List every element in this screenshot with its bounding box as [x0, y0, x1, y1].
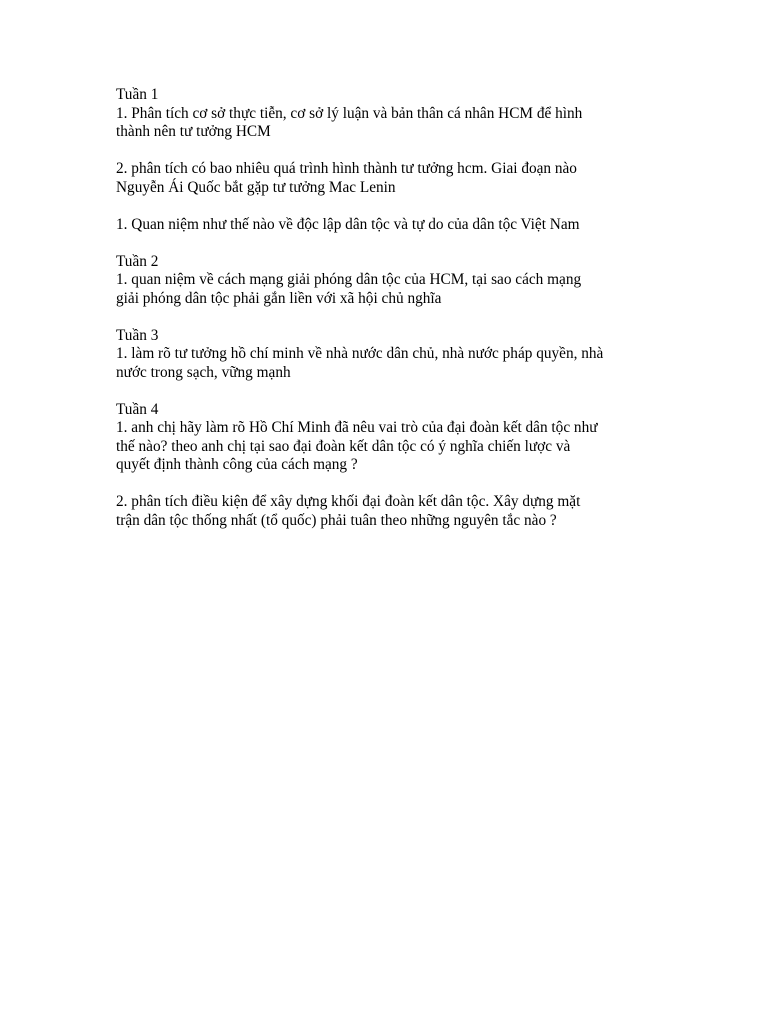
question-line: 1. Phân tích cơ sở thực tiễn, cơ sở lý luận và bản thân cá nhân HCM để hình	[116, 104, 583, 122]
question-line: 1. Quan niệm như thế nào về độc lập dân tộc và tự do của dân tộc Việt Nam	[116, 215, 580, 233]
week-heading: Tuần 1	[116, 86, 159, 103]
question-line: Nguyễn Ái Quốc bắt gặp tư tưởng Mac Lenin	[116, 178, 396, 196]
question-line: thế nào? theo anh chị tại sao đại đoàn kết dân tộc có ý nghĩa chiến lược và	[116, 437, 571, 455]
question-paragraph	[116, 493, 661, 530]
week-2-block	[116, 253, 661, 309]
week-heading: Tuần 2	[116, 252, 159, 270]
week-heading: Tuần 3	[116, 326, 159, 344]
week-1-block	[116, 86, 661, 142]
week-3-block	[116, 327, 661, 383]
document-body	[116, 86, 661, 549]
question-line: thành nên tư tưởng HCM	[116, 123, 271, 140]
question-line: nước trong sạch, vững mạnh	[116, 363, 291, 381]
week-4-block	[116, 401, 661, 475]
question-line: 1. quan niệm về cách mạng giải phóng dân tộc của HCM, tại sao cách mạng	[116, 271, 582, 288]
question-line: quyết định thành công của cách mạng ?	[116, 456, 358, 473]
question-line: giải phóng dân tộc phải gắn liền với xã hội chủ nghĩa	[116, 289, 442, 307]
question-line: 2. phân tích điều kiện để xây dựng khối đại đoàn kết dân tộc. Xây dựng mặt	[116, 493, 581, 510]
question-line: 1. anh chị hãy làm rõ Hồ Chí Minh đã nêu vai trò của đại đoàn kết dân tộc như	[116, 419, 598, 436]
question-line: 1. làm rõ tư tưởng hồ chí minh về nhà nước dân chủ, nhà nước pháp quyền, nhà	[116, 345, 604, 362]
question-line: trận dân tộc thống nhất (tổ quốc) phải tuân theo những nguyên tắc nào ?	[116, 511, 557, 529]
question-paragraph	[116, 216, 661, 235]
question-line: 2. phân tích có bao nhiêu quá trình hình thành tư tưởng hcm. Giai đoạn nào	[116, 160, 577, 177]
question-paragraph	[116, 160, 661, 197]
week-heading: Tuần 4	[116, 400, 159, 418]
